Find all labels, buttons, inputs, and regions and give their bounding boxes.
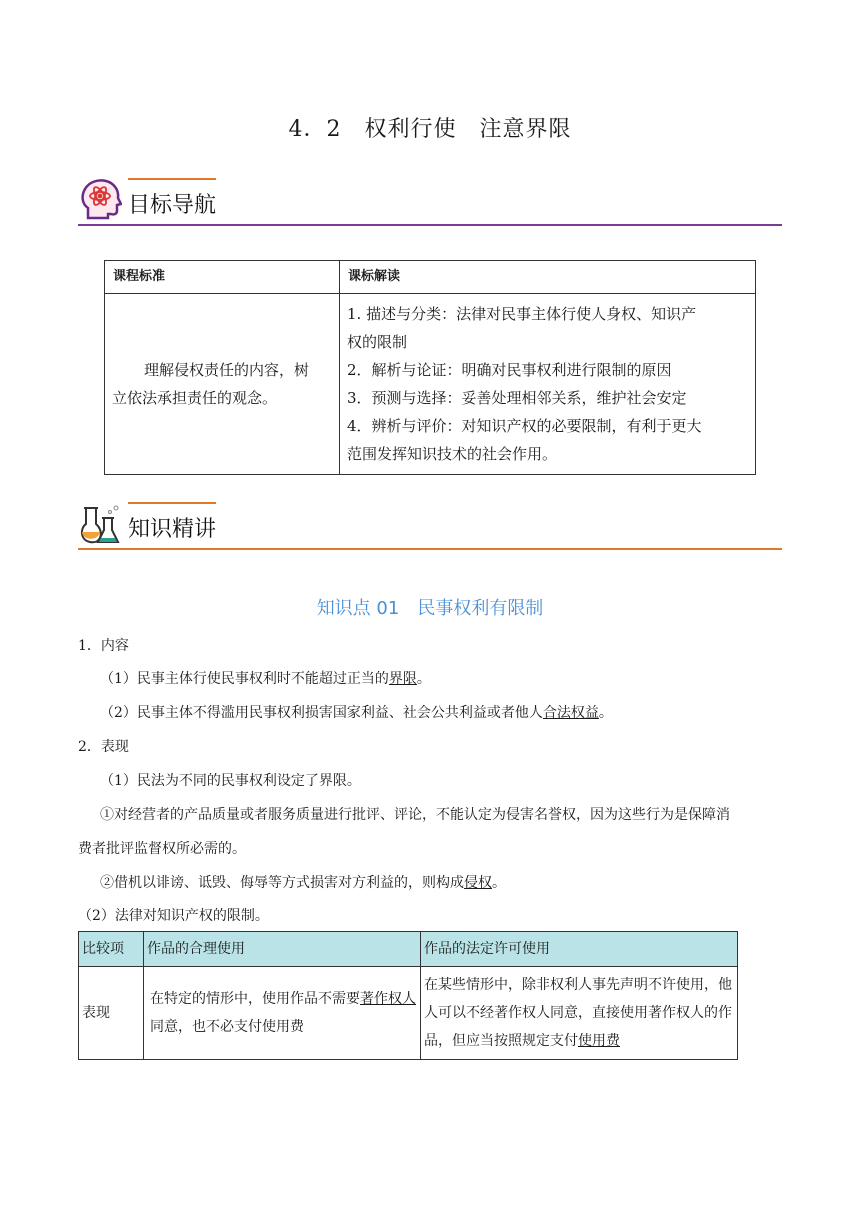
paragraph: 费者批评监督权所必需的。 bbox=[78, 841, 246, 857]
section-header-knowledge bbox=[78, 500, 782, 550]
underlined-term: 合法权益 bbox=[542, 705, 599, 721]
underlined-term: 著作权人 bbox=[360, 991, 416, 1007]
standard-cell bbox=[105, 294, 340, 475]
interpretation-line: 1. 描述与分类：法律对民事主体行使人身权、知识产 bbox=[347, 305, 697, 323]
text: （2）民事主体不得滥用民事权利损害国家利益、社会公共利益或者他人 bbox=[100, 705, 543, 721]
header-interpretation: 课标解读 bbox=[340, 261, 756, 294]
curriculum-table bbox=[104, 260, 756, 475]
underlined-term: 侵权 bbox=[464, 875, 492, 891]
section-header-goals bbox=[78, 176, 782, 226]
paragraph: （2）法律对知识产权的限制。 bbox=[78, 908, 269, 924]
text: 在某些情形中，除非权利人事先声明不许使用，他人可以不经著作权人同意，直接使用著作权人的作品，但应当按照规定支付 bbox=[424, 977, 732, 1049]
paragraph bbox=[100, 669, 431, 689]
header-standard: 课程标准 bbox=[105, 261, 340, 294]
lab-flask-icon bbox=[78, 502, 122, 546]
header-statutory-license: 作品的法定许可使用 bbox=[421, 932, 738, 967]
standard-line: 立依法承担责任的观念。 bbox=[112, 389, 278, 407]
text: （1）民事主体行使民事权利时不能超过正当的 bbox=[100, 671, 389, 687]
ip-limitation-table bbox=[78, 931, 738, 1060]
underlined-term: 界限 bbox=[388, 671, 417, 687]
header-fair-use: 作品的合理使用 bbox=[144, 932, 421, 967]
text: 在特定的情形中，使用作品不需要 bbox=[150, 991, 360, 1007]
table-row bbox=[105, 294, 756, 475]
header-compare: 比较项 bbox=[79, 932, 144, 967]
text: 同意，也不必支付使用费 bbox=[150, 1019, 304, 1035]
brain-atom-icon bbox=[78, 178, 122, 222]
section-title-knowledge: 知识精讲 bbox=[128, 517, 217, 542]
fair-use-cell bbox=[144, 967, 421, 1060]
underlined-term: 使用费 bbox=[578, 1033, 620, 1049]
table-header-row bbox=[105, 261, 756, 294]
heading-manifestation: 2．表现 bbox=[78, 739, 129, 755]
text: 。 bbox=[416, 671, 431, 687]
interpretation-line: 3．预测与选择：妥善处理相邻关系，维护社会安定 bbox=[347, 389, 687, 407]
row-label: 表现 bbox=[79, 967, 144, 1060]
heading-content: 1．内容 bbox=[78, 638, 129, 654]
interpretation-line: 4．辨析与评价：对知识产权的必要限制，有利于更大 bbox=[347, 417, 702, 435]
interpretation-cell bbox=[340, 294, 756, 475]
text: ②借机以诽谤、诋毁、侮辱等方式损害对方利益的，则构成 bbox=[100, 875, 464, 891]
text: 。 bbox=[492, 875, 506, 891]
paragraph: ①对经营者的产品质量或者服务质量进行批评、评论，不能认定为侵害名誉权，因为这些行为是保障消 bbox=[100, 807, 730, 823]
interpretation-line: 权的限制 bbox=[347, 333, 408, 351]
paragraph bbox=[100, 873, 506, 893]
standard-line: 理解侵权责任的内容，树 bbox=[144, 361, 310, 379]
section-title-goals: 目标导航 bbox=[128, 193, 217, 218]
statutory-cell bbox=[421, 967, 738, 1060]
table-header-row bbox=[79, 932, 738, 967]
page-title: 4．2 权利行使 注意界限 bbox=[288, 117, 572, 142]
paragraph: （1）民法为不同的民事权利设定了界限。 bbox=[100, 773, 361, 789]
paragraph bbox=[100, 703, 613, 723]
table-row bbox=[79, 967, 738, 1060]
text: 。 bbox=[598, 705, 613, 721]
interpretation-line: 2．解析与论证：明确对民事权利进行限制的原因 bbox=[347, 361, 672, 379]
knowledge-point-title: 知识点 01 民事权利有限制 bbox=[316, 598, 544, 619]
interpretation-line: 范围发挥知识技术的社会作用。 bbox=[347, 445, 558, 463]
